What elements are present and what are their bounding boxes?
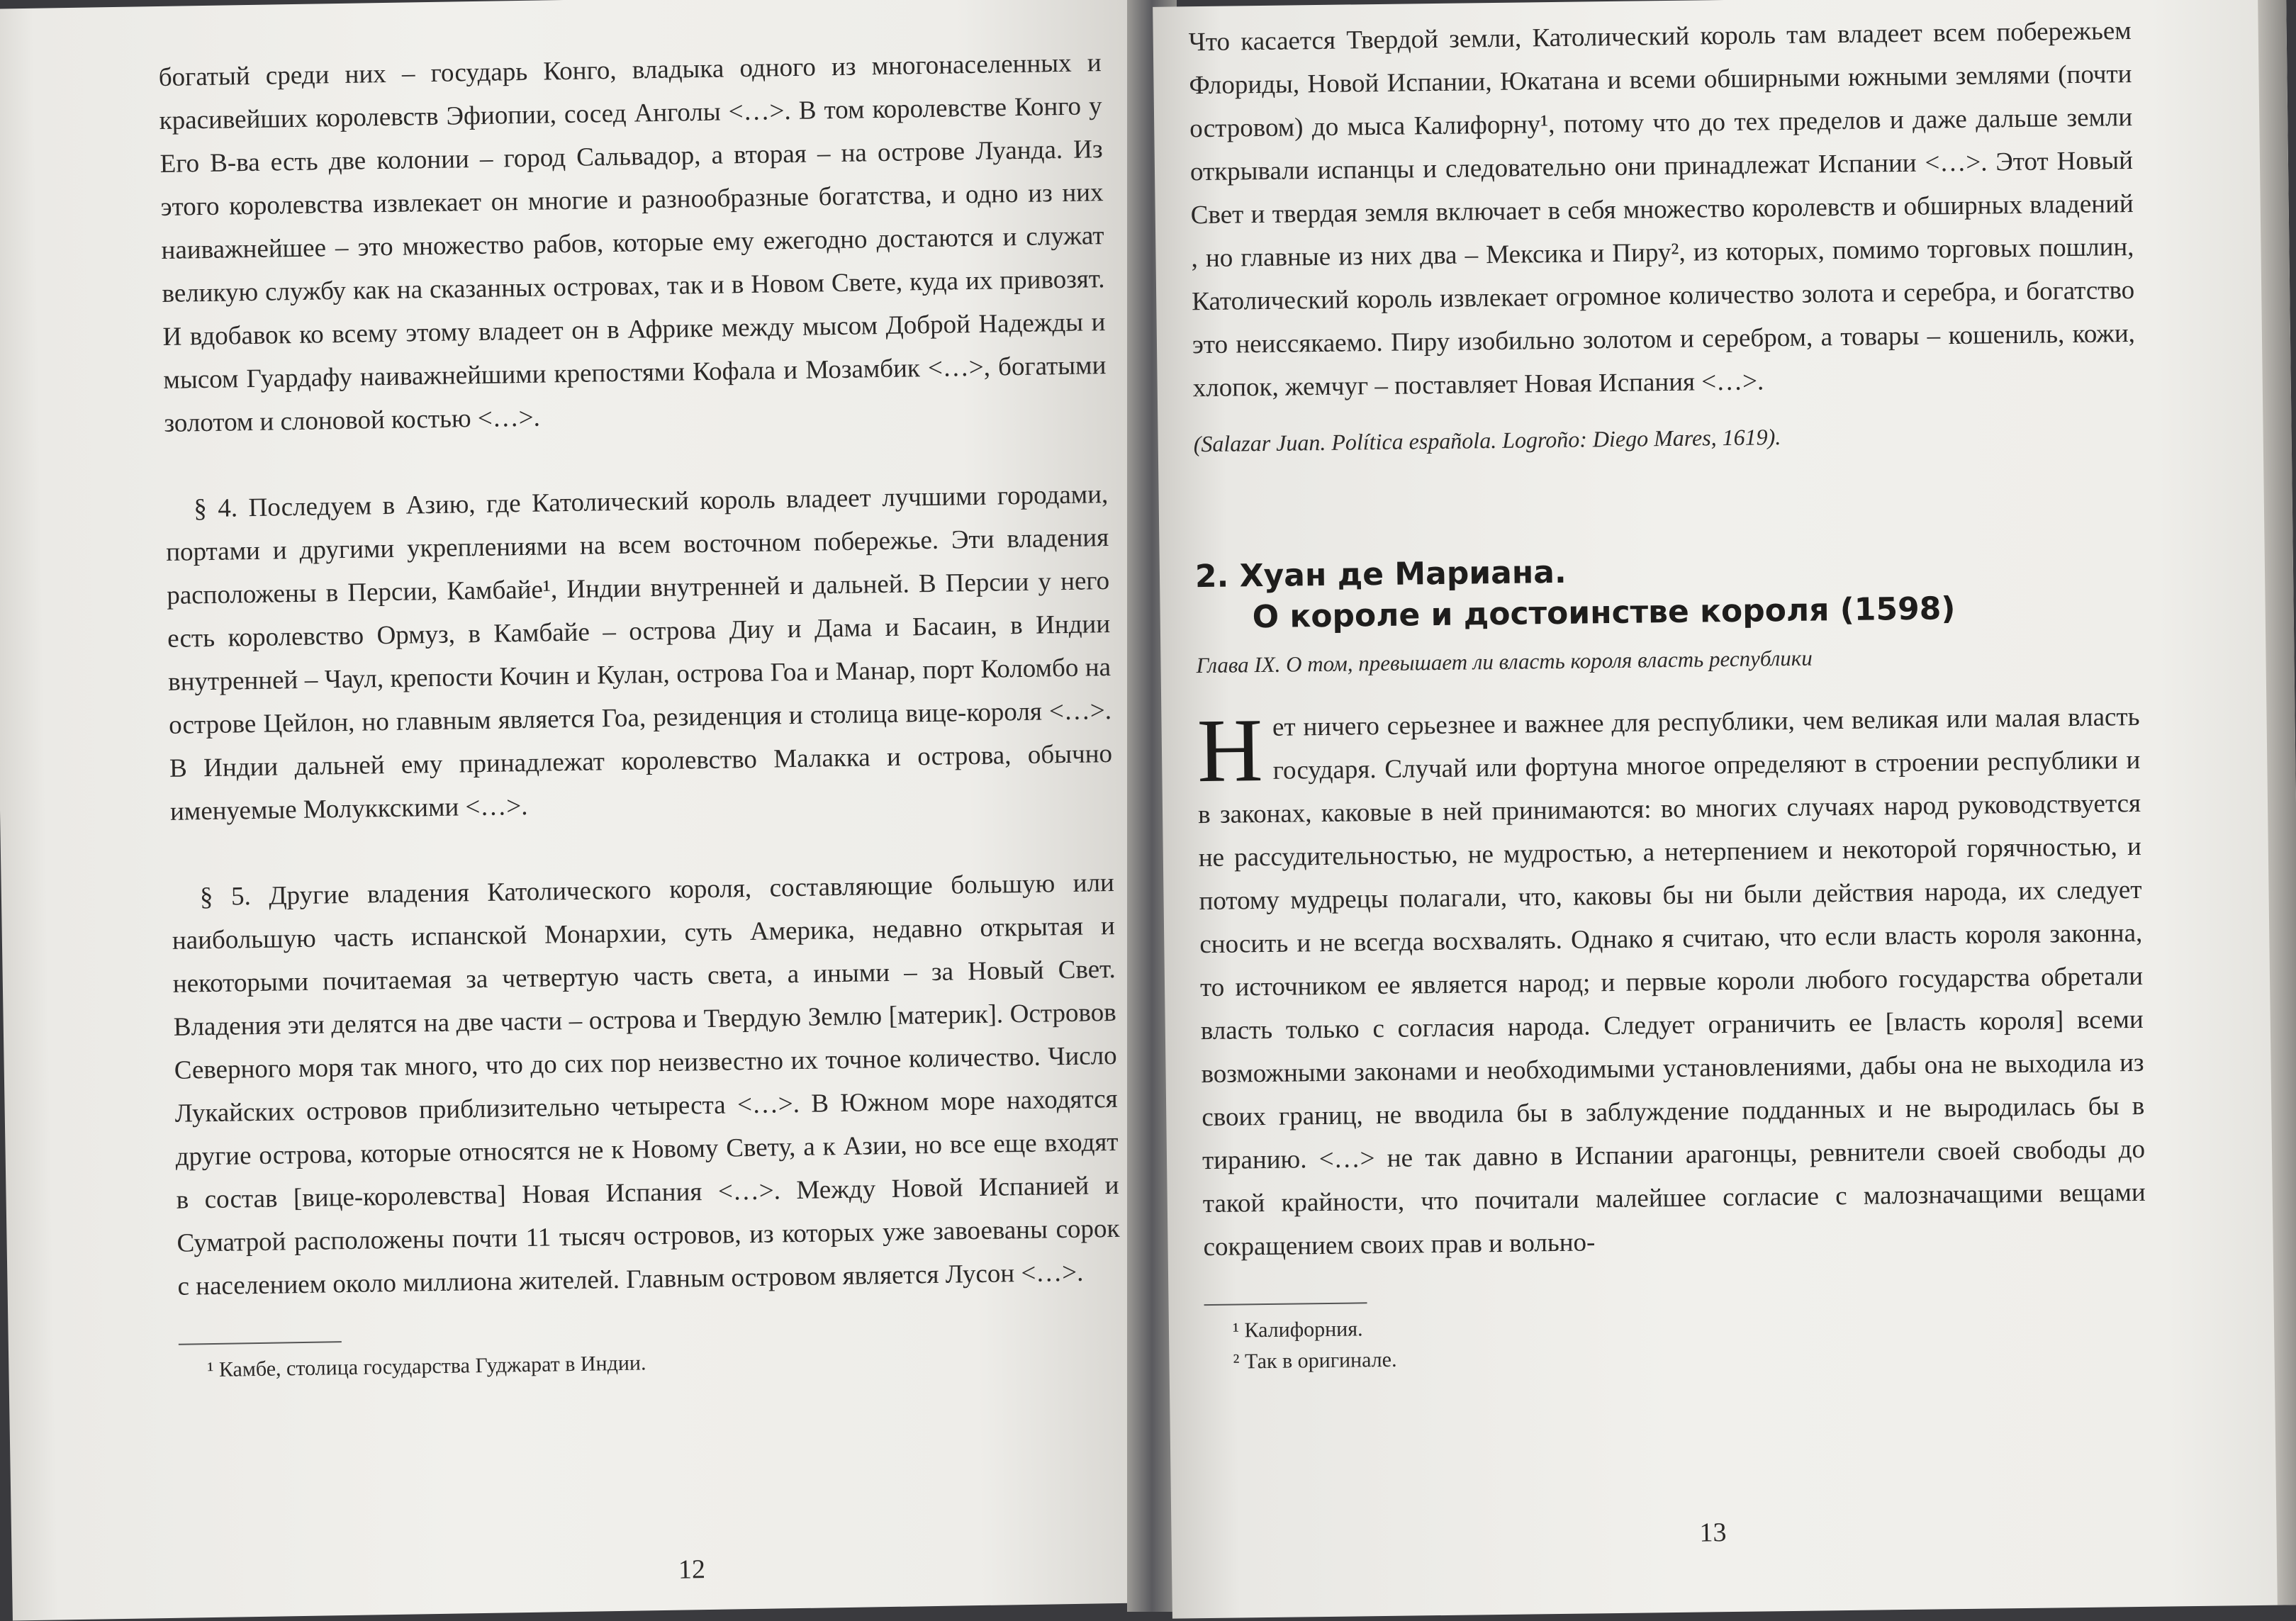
- right-footnote-2: ² Так в оригинале.: [1233, 1347, 1397, 1374]
- right-footnote-1: ¹ Калифорния.: [1232, 1317, 1363, 1342]
- footnote-rule: [179, 1341, 342, 1345]
- right-page-number: 13: [1699, 1518, 1727, 1548]
- section-title-line-2: О короле и достоинстве короля (1598): [1252, 590, 1956, 636]
- left-paragraph-1: богатый среди них – государь Конго, владыка одного из многонаселенных и красивейших королевств Эфиопии, сосед Анголы <…>. В том королевстве Конго у Его В-ва есть две колонии – город Сальвадор, а вторая – на острове Луанда. Из этого королевства извлекает он многие и разнообразные богатства, и одно из них наиважнейшее – это множество рабов, которые ему ежегодно достаются и служат великую службу как на сказанных островах, так и в Новом Свете, куда их привозят. И вдобавок ко всему этому владеет он в Африке между мысом Доброй Надежды и мысом Гуардафу наиважнейшими крепостями Кофала и Мозамбик <…>, богатыми золотом и слоновой костью <…>.: [158, 48, 1107, 438]
- section-title: [1195, 545, 2139, 639]
- left-paragraph-2: § 4. Последуем в Азию, где Католический король владеет лучшими городами, портами и другими укреплениями на всем восточном побережье. Эти владения расположены в Персии, Камбайе¹, Индии внутренней и дальней. В Персии у него есть королевство Ормуз, в Камбайе – острова Диу и Дама и Басаин, в Индии внутренней – Чаул, крепости Кочин и Кулан, острова Гоа и Манар, порт Коломбо на острове Цейлон, но главным является Гоа, резиденция и столица вице-короля <…>. В Индии дальней ему принадлежат королевство Малакка и острова, обычно именуемые Молуккскими <…>.: [165, 480, 1113, 826]
- chapter-paragraph: [1197, 695, 2146, 1269]
- left-footnote-1: ¹ Камбе, столица государства Гуджарат в Индии.: [207, 1351, 646, 1382]
- section-title-line-1: 2. Хуан де Мариана.: [1194, 554, 1567, 595]
- left-page-number: 12: [678, 1554, 706, 1585]
- source-citation: (Salazar Juan. Política española. Logroño: Diego Mares, 1619).: [1193, 424, 1781, 457]
- right-page-text: [1188, 9, 2147, 1378]
- chapter-title: Глава IX. О том, превышает ли власть короля власть республики: [1196, 645, 1813, 678]
- left-page-text: [158, 41, 1121, 1386]
- page-edge: [2258, 0, 2296, 1605]
- right-page: [1153, 0, 2296, 1619]
- footnote-rule: [1204, 1302, 1367, 1306]
- right-paragraph-1: Что касается Твердой земли, Католический король там владеет всем побережьем Флориды, Новой Испании, Юкатана и всеми обширными южными землями (почти островом) до мыса Калифорну¹, потому что до тех пределов и даже дальше земли открывали испанцы и следовательно они принадлежат Испании <…>. Этот Новый Свет и твердая земля включает в себя множество королевств и обширных владений , но главные из них два – Мексика и Пиру², из которых, помимо торговых пошлин, Католический король извлекает огромное количество золота и серебра, и богатство это неиссякаемо. Пиру изобильно золотом и серебром, а товары – кошениль, кожи, хлопок, жемчуг – поставляет Новая Испания <…>.: [1188, 16, 2136, 403]
- left-paragraph-3: § 5. Другие владения Католического короля, составляющие большую или наибольшую часть испанской Монархии, суть Америка, недавно открытая и некоторыми почитаемая за четвертую часть света, а иными – за Новый Свет. Владения эти делятся на две части – острова и Твердую Землю [материк]. Островов Северного моря так много, что до сих пор неизвестно их точное количество. Число Лукайских островов приблизительно четыреста <…>. В Южном море находятся другие острова, которые относятся не к Новому Свету, а к Азии, но все еще входят в состав [вице-королевства] Новая Испания <…>. Между Новой Испанией и Суматрой расположены почти 11 тысяч островов, из которых уже завоеваны сорок с населением около миллиона жителей. Главным островом является Лусон <…>.: [172, 868, 1120, 1301]
- drop-cap: Н: [1197, 700, 1264, 802]
- chapter-paragraph-text: ет ничего серьезнее и важнее для республики, чем великая или малая власть государя. Случай или фортуна многое определяют в строении республики и в законах, каковые в ней принимаются: во многих случаях народ руководствуется не рассудительностью, не мудростью, а нетерпением и некоторой горячностью, и потому мудрецы полагали, что, каковы бы ни были действия народа, их следует сносить и не всегда восхвалять. Однако я считаю, что если власть короля законна, то источником ее является народ; и первые короли любого государства обретали власть только с согласия народа. Следует ограничить ее [власть короля] всеми возможными законами и необходимыми установлениями, дабы она не выходила из своих границ, не вводила бы в заблуждение подданных и не выродилась бы в тиранию. <…> не так давно в Испании арагонцы, ревнители своей свободы до такой крайности, что почитали малейшее согласие с малозначащими вещами сокращением своих прав и вольно-: [1197, 702, 2146, 1262]
